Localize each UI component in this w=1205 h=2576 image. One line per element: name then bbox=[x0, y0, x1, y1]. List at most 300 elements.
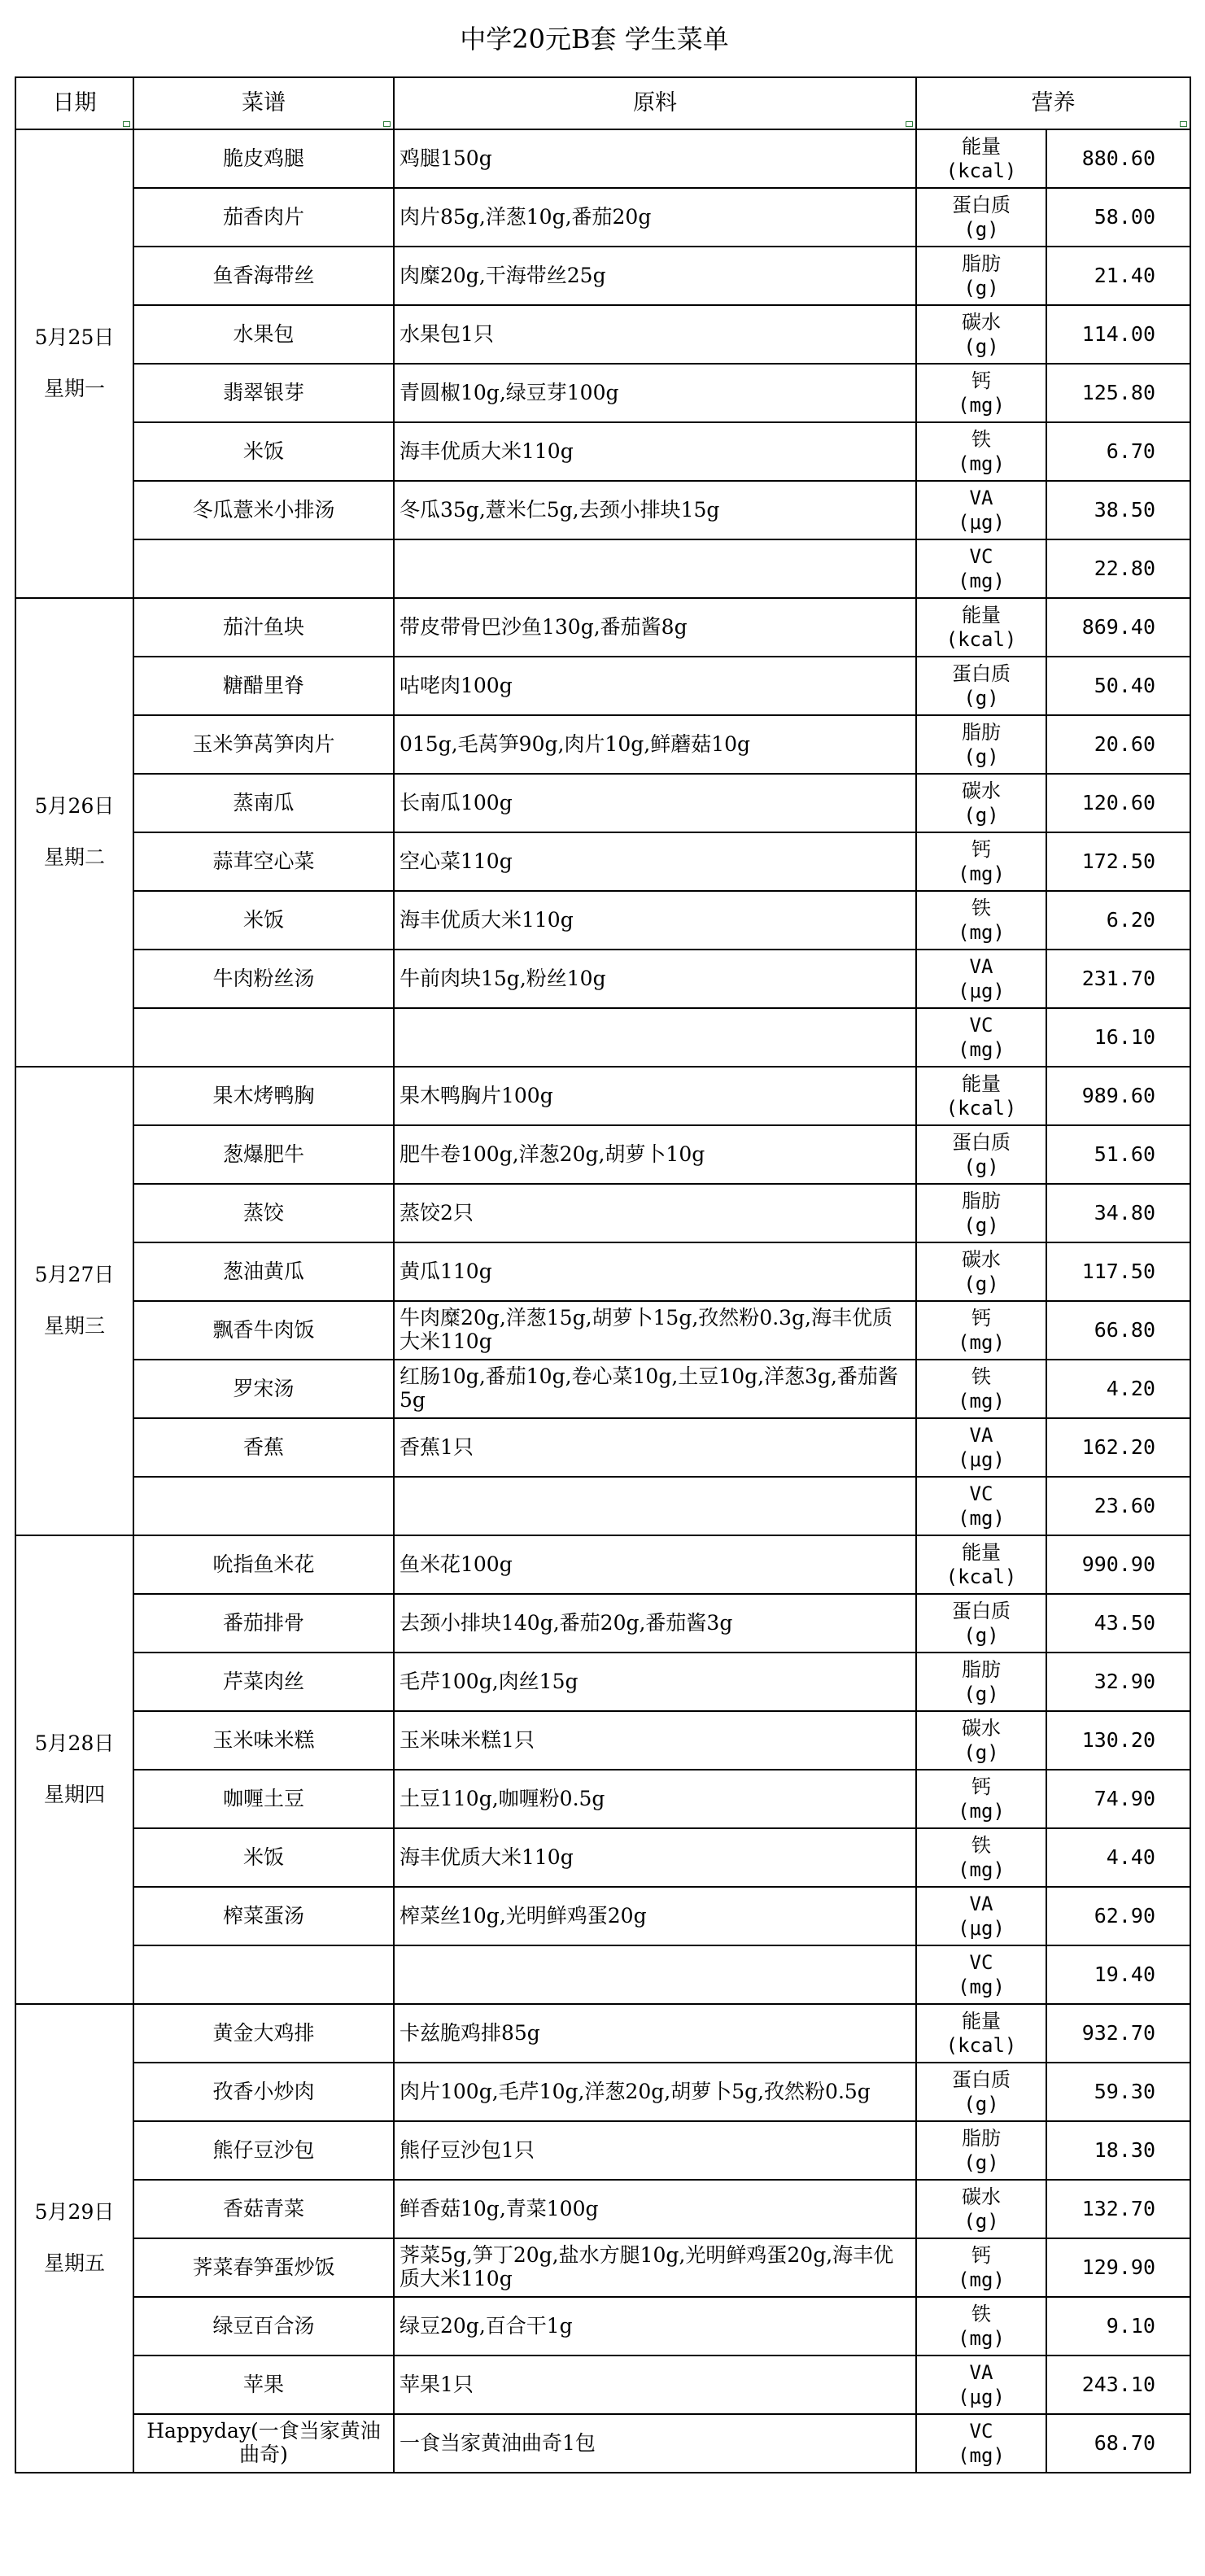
ingredients-cell[interactable]: 榨菜丝10g,光明鲜鸡蛋20g bbox=[394, 1887, 916, 1945]
filter-dropdown-icon[interactable] bbox=[383, 121, 391, 127]
nutrient-value-cell[interactable]: 23.60 bbox=[1046, 1477, 1190, 1535]
nutrient-value-cell[interactable]: 129.90 bbox=[1046, 2238, 1190, 2297]
table-row bbox=[15, 2414, 1190, 2473]
ingredients-cell[interactable]: 冬瓜35g,薏米仁5g,去颈小排块15g bbox=[394, 481, 916, 539]
nutrient-label-cell[interactable] bbox=[916, 1184, 1046, 1242]
ingredients-cell[interactable]: 空心菜110g bbox=[394, 832, 916, 891]
ingredients-cell[interactable]: 果木鸭胸片100g bbox=[394, 1067, 916, 1125]
nutrient-name: 碳水 bbox=[962, 779, 1001, 802]
nutrient-value-cell[interactable]: 16.10 bbox=[1046, 1008, 1190, 1067]
dish-cell[interactable] bbox=[133, 1477, 394, 1535]
nutrient-value-cell[interactable]: 22.80 bbox=[1046, 539, 1190, 598]
nutrient-label-cell[interactable] bbox=[916, 1711, 1046, 1770]
menu-body bbox=[15, 129, 1190, 2473]
dish-cell[interactable]: 蒸饺 bbox=[133, 1184, 394, 1242]
nutrient-label-cell[interactable] bbox=[916, 832, 1046, 891]
filter-dropdown-icon[interactable] bbox=[123, 121, 130, 127]
nutrient-name: 能量 bbox=[962, 1072, 1001, 1095]
ingredients-cell[interactable]: 卡兹脆鸡排85g bbox=[394, 2004, 916, 2063]
nutrient-label-cell[interactable] bbox=[916, 2063, 1046, 2121]
dish-cell[interactable]: 黄金大鸡排 bbox=[133, 2004, 394, 2063]
table-row bbox=[15, 1594, 1190, 1653]
nutrient-name: 脂肪 bbox=[962, 252, 1001, 275]
nutrient-unit: (g) bbox=[963, 1273, 999, 1295]
nutrient-name: VA bbox=[969, 2361, 993, 2384]
ingredients-cell[interactable]: 黄瓜110g bbox=[394, 1242, 916, 1301]
nutrient-unit: (g) bbox=[963, 804, 999, 827]
nutrient-name: 钙 bbox=[971, 1775, 991, 1798]
nutrient-label-cell[interactable] bbox=[916, 247, 1046, 305]
ingredients-cell[interactable]: 鸡腿150g bbox=[394, 129, 916, 188]
table-row bbox=[15, 1184, 1190, 1242]
nutrient-name: 铁 bbox=[971, 1834, 991, 1857]
nutrient-value-cell[interactable]: 231.70 bbox=[1046, 950, 1190, 1008]
header-dish-label: 菜谱 bbox=[242, 90, 286, 116]
nutrient-label-cell[interactable] bbox=[916, 129, 1046, 188]
ingredients-cell[interactable] bbox=[394, 1477, 916, 1535]
header-date[interactable] bbox=[15, 77, 133, 129]
dish-cell[interactable]: 熊仔豆沙包 bbox=[133, 2121, 394, 2180]
dish-cell[interactable]: 葱油黄瓜 bbox=[133, 1242, 394, 1301]
nutrient-unit: (g) bbox=[963, 2093, 999, 2115]
nutrient-unit: (kcal) bbox=[945, 2034, 1017, 2057]
ingredients-cell[interactable]: 015g,毛莴笋90g,肉片10g,鲜蘑菇10g bbox=[394, 715, 916, 774]
dish-cell[interactable]: 榨菜蛋汤 bbox=[133, 1887, 394, 1945]
table-row bbox=[15, 774, 1190, 832]
ingredients-cell[interactable]: 蒸饺2只 bbox=[394, 1184, 916, 1242]
nutrient-value-cell[interactable]: 990.90 bbox=[1046, 1535, 1190, 1594]
nutrient-value-cell[interactable]: 9.10 bbox=[1046, 2297, 1190, 2356]
table-row bbox=[15, 129, 1190, 188]
dish-cell[interactable] bbox=[133, 539, 394, 598]
weekday-label: 星期三 bbox=[43, 1314, 105, 1338]
nutrient-value-cell[interactable]: 68.70 bbox=[1046, 2414, 1190, 2473]
nutrient-name: VA bbox=[969, 1893, 993, 1915]
nutrient-value-cell[interactable]: 18.30 bbox=[1046, 2121, 1190, 2180]
dish-cell[interactable]: 番茄排骨 bbox=[133, 1594, 394, 1653]
nutrient-label-cell[interactable] bbox=[916, 1418, 1046, 1477]
nutrient-value-cell[interactable]: 51.60 bbox=[1046, 1125, 1190, 1184]
weekday-label: 星期四 bbox=[43, 1783, 105, 1806]
ingredients-cell[interactable] bbox=[394, 1008, 916, 1067]
weekday-label: 星期五 bbox=[43, 2251, 105, 2275]
nutrient-value-cell[interactable]: 50.40 bbox=[1046, 657, 1190, 715]
nutrient-unit: (μg) bbox=[958, 511, 1005, 534]
header-ingredients[interactable] bbox=[394, 77, 916, 129]
nutrient-label-cell[interactable] bbox=[916, 1653, 1046, 1711]
dish-cell[interactable]: 蒸南瓜 bbox=[133, 774, 394, 832]
nutrient-name: 钙 bbox=[971, 2244, 991, 2267]
nutrient-label-cell[interactable] bbox=[916, 1770, 1046, 1828]
nutrient-value-cell[interactable]: 4.20 bbox=[1046, 1360, 1190, 1418]
nutrient-value-cell[interactable]: 34.80 bbox=[1046, 1184, 1190, 1242]
nutrient-label-cell[interactable] bbox=[916, 2121, 1046, 2180]
nutrient-label-cell[interactable] bbox=[916, 598, 1046, 657]
header-ingredients-label: 原料 bbox=[633, 90, 677, 116]
dish-cell[interactable]: 糖醋里脊 bbox=[133, 657, 394, 715]
table-row bbox=[15, 2238, 1190, 2297]
nutrient-value-cell[interactable]: 172.50 bbox=[1046, 832, 1190, 891]
dish-cell[interactable]: 冬瓜薏米小排汤 bbox=[133, 481, 394, 539]
nutrient-unit: (μg) bbox=[958, 2386, 1005, 2408]
nutrient-value-cell[interactable]: 20.60 bbox=[1046, 715, 1190, 774]
nutrient-label-cell[interactable] bbox=[916, 539, 1046, 598]
ingredients-cell[interactable]: 肉片85g,洋葱10g,番茄20g bbox=[394, 188, 916, 247]
table-row bbox=[15, 2356, 1190, 2414]
nutrient-unit: (g) bbox=[963, 2210, 999, 2233]
nutrient-label-cell[interactable] bbox=[916, 2004, 1046, 2063]
nutrient-value-cell[interactable]: 132.70 bbox=[1046, 2180, 1190, 2238]
nutrient-unit: (kcal) bbox=[945, 159, 1017, 182]
dish-cell[interactable]: 水果包 bbox=[133, 305, 394, 364]
nutrient-label-cell[interactable] bbox=[916, 891, 1046, 950]
dish-cell[interactable]: 香蕉 bbox=[133, 1418, 394, 1477]
nutrient-name: VA bbox=[969, 1424, 993, 1447]
nutrient-unit: (μg) bbox=[958, 1917, 1005, 1940]
nutrient-name: VC bbox=[969, 1482, 993, 1505]
nutrient-value-cell[interactable]: 162.20 bbox=[1046, 1418, 1190, 1477]
nutrient-name: 脂肪 bbox=[962, 1190, 1001, 1212]
nutrient-name: 蛋白质 bbox=[952, 1600, 1011, 1622]
nutrient-name: 脂肪 bbox=[962, 721, 1001, 744]
ingredients-cell[interactable]: 海丰优质大米110g bbox=[394, 891, 916, 950]
nutrient-name: 能量 bbox=[962, 2010, 1001, 2032]
nutrient-unit: (μg) bbox=[958, 980, 1005, 1002]
nutrient-value-cell[interactable]: 869.40 bbox=[1046, 598, 1190, 657]
ingredients-cell[interactable]: 海丰优质大米110g bbox=[394, 422, 916, 481]
nutrient-unit: (mg) bbox=[958, 1038, 1005, 1061]
dish-cell[interactable]: 牛肉粉丝汤 bbox=[133, 950, 394, 1008]
nutrient-label-cell[interactable] bbox=[916, 1125, 1046, 1184]
table-row bbox=[15, 364, 1190, 422]
date-cell[interactable] bbox=[15, 129, 133, 598]
nutrient-unit: (kcal) bbox=[945, 1565, 1017, 1588]
nutrient-value-cell[interactable]: 19.40 bbox=[1046, 1945, 1190, 2004]
nutrient-unit: (mg) bbox=[958, 1390, 1005, 1412]
nutrient-name: 铁 bbox=[971, 428, 991, 451]
nutrient-label-cell[interactable] bbox=[916, 1067, 1046, 1125]
nutrient-label-cell[interactable] bbox=[916, 422, 1046, 481]
nutrient-unit: (g) bbox=[963, 277, 999, 299]
menu-title: 中学20元B套 学生菜单 bbox=[460, 24, 729, 55]
ingredients-cell[interactable]: 去颈小排块140g,番茄20g,番茄酱3g bbox=[394, 1594, 916, 1653]
ingredients-cell[interactable]: 海丰优质大米110g bbox=[394, 1828, 916, 1887]
date-label: 5月26日 bbox=[34, 794, 115, 819]
table-row bbox=[15, 1653, 1190, 1711]
nutrient-label-cell[interactable] bbox=[916, 1535, 1046, 1594]
table-row bbox=[15, 598, 1190, 657]
table-row bbox=[15, 1301, 1190, 1360]
nutrient-label-cell[interactable] bbox=[916, 1301, 1046, 1360]
nutrient-label-cell[interactable] bbox=[916, 715, 1046, 774]
nutrient-value-cell[interactable]: 932.70 bbox=[1046, 2004, 1190, 2063]
table-row bbox=[15, 950, 1190, 1008]
nutrient-label-cell[interactable] bbox=[916, 2297, 1046, 2356]
nutrient-name: VC bbox=[969, 1014, 993, 1037]
nutrient-value-cell[interactable]: 59.30 bbox=[1046, 2063, 1190, 2121]
dish-cell[interactable]: 绿豆百合汤 bbox=[133, 2297, 394, 2356]
nutrient-name: VC bbox=[969, 1951, 993, 1974]
nutrient-name: VA bbox=[969, 487, 993, 509]
ingredients-cell[interactable]: 水果包1只 bbox=[394, 305, 916, 364]
nutrient-value-cell[interactable]: 117.50 bbox=[1046, 1242, 1190, 1301]
nutrient-label-cell[interactable] bbox=[916, 774, 1046, 832]
dish-cell[interactable]: 鱼香海带丝 bbox=[133, 247, 394, 305]
header-nutrition-label: 营养 bbox=[1031, 90, 1076, 116]
nutrient-name: 碳水 bbox=[962, 311, 1001, 334]
nutrient-value-cell[interactable]: 6.70 bbox=[1046, 422, 1190, 481]
ingredients-cell[interactable]: 青圆椒10g,绿豆芽100g bbox=[394, 364, 916, 422]
nutrient-unit: (mg) bbox=[958, 921, 1005, 944]
nutrient-unit: (kcal) bbox=[945, 628, 1017, 651]
dish-cell[interactable]: 米饭 bbox=[133, 422, 394, 481]
nutrient-name: 脂肪 bbox=[962, 1658, 1001, 1681]
nutrient-unit: (g) bbox=[963, 1214, 999, 1237]
nutrient-name: 蛋白质 bbox=[952, 194, 1011, 216]
nutrient-label-cell[interactable] bbox=[916, 364, 1046, 422]
ingredients-cell[interactable]: 长南瓜100g bbox=[394, 774, 916, 832]
nutrient-name: 铁 bbox=[971, 2303, 991, 2325]
nutrient-label-cell[interactable] bbox=[916, 2414, 1046, 2473]
ingredients-cell[interactable]: 咕咾肉100g bbox=[394, 657, 916, 715]
nutrient-label-cell[interactable] bbox=[916, 657, 1046, 715]
table-row bbox=[15, 247, 1190, 305]
nutrient-name: 能量 bbox=[962, 604, 1001, 627]
nutrient-value-cell[interactable]: 125.80 bbox=[1046, 364, 1190, 422]
table-row bbox=[15, 2297, 1190, 2356]
nutrient-unit: (mg) bbox=[958, 1858, 1005, 1881]
menu-table bbox=[15, 76, 1191, 2473]
nutrient-value-cell[interactable]: 989.60 bbox=[1046, 1067, 1190, 1125]
nutrient-value-cell[interactable]: 880.60 bbox=[1046, 129, 1190, 188]
dish-cell[interactable]: 吮指鱼米花 bbox=[133, 1535, 394, 1594]
date-cell[interactable] bbox=[15, 1067, 133, 1535]
header-nutrition[interactable] bbox=[916, 77, 1190, 129]
nutrient-unit: (mg) bbox=[958, 1976, 1005, 1998]
ingredients-cell[interactable]: 牛肉糜20g,洋葱15g,胡萝卜15g,孜然粉0.3g,海丰优质大米110g bbox=[394, 1301, 916, 1360]
table-row bbox=[15, 1477, 1190, 1535]
dish-cell[interactable]: 孜香小炒肉 bbox=[133, 2063, 394, 2121]
nutrient-name: 碳水 bbox=[962, 2185, 1001, 2208]
dish-cell[interactable]: 芹菜肉丝 bbox=[133, 1653, 394, 1711]
nutrient-label-cell[interactable] bbox=[916, 1828, 1046, 1887]
nutrient-name: 钙 bbox=[971, 1307, 991, 1329]
nutrient-value-cell[interactable]: 4.40 bbox=[1046, 1828, 1190, 1887]
nutrient-unit: (mg) bbox=[958, 2268, 1005, 2291]
dish-cell[interactable] bbox=[133, 1945, 394, 2004]
nutrient-value-cell[interactable]: 74.90 bbox=[1046, 1770, 1190, 1828]
table-row bbox=[15, 1711, 1190, 1770]
dish-cell[interactable]: 咖喱土豆 bbox=[133, 1770, 394, 1828]
dish-cell[interactable]: 茄汁鱼块 bbox=[133, 598, 394, 657]
table-row bbox=[15, 422, 1190, 481]
nutrient-value-cell[interactable]: 38.50 bbox=[1046, 481, 1190, 539]
table-row bbox=[15, 1945, 1190, 2004]
dish-cell[interactable]: 玉米味米糕 bbox=[133, 1711, 394, 1770]
nutrient-label-cell[interactable] bbox=[916, 1360, 1046, 1418]
table-row bbox=[15, 539, 1190, 598]
ingredients-cell[interactable]: 带皮带骨巴沙鱼130g,番茄酱8g bbox=[394, 598, 916, 657]
page-title bbox=[0, 0, 1205, 75]
dish-cell[interactable]: 米饭 bbox=[133, 1828, 394, 1887]
ingredients-cell[interactable]: 毛芹100g,肉丝15g bbox=[394, 1653, 916, 1711]
ingredients-cell[interactable]: 肥牛卷100g,洋葱20g,胡萝卜10g bbox=[394, 1125, 916, 1184]
table-row bbox=[15, 1360, 1190, 1418]
nutrient-unit: (mg) bbox=[958, 2444, 1005, 2467]
nutrient-value-cell[interactable]: 43.50 bbox=[1046, 1594, 1190, 1653]
ingredients-cell[interactable]: 一食当家黄油曲奇1包 bbox=[394, 2414, 916, 2473]
date-label: 5月27日 bbox=[34, 1263, 115, 1287]
ingredients-cell[interactable]: 鲜香菇10g,青菜100g bbox=[394, 2180, 916, 2238]
nutrient-value-cell[interactable]: 243.10 bbox=[1046, 2356, 1190, 2414]
table-row bbox=[15, 1008, 1190, 1067]
nutrient-value-cell[interactable]: 58.00 bbox=[1046, 188, 1190, 247]
nutrient-name: 脂肪 bbox=[962, 2127, 1001, 2150]
dish-cell[interactable] bbox=[133, 1008, 394, 1067]
nutrient-value-cell[interactable]: 32.90 bbox=[1046, 1653, 1190, 1711]
table-row bbox=[15, 1828, 1190, 1887]
nutrient-name: 碳水 bbox=[962, 1248, 1001, 1271]
header-date-label: 日期 bbox=[52, 90, 97, 116]
nutrient-value-cell[interactable]: 114.00 bbox=[1046, 305, 1190, 364]
nutrient-unit: (mg) bbox=[958, 1507, 1005, 1530]
nutrient-unit: (mg) bbox=[958, 1331, 1005, 1354]
ingredients-cell[interactable]: 熊仔豆沙包1只 bbox=[394, 2121, 916, 2180]
ingredients-cell[interactable]: 香蕉1只 bbox=[394, 1418, 916, 1477]
nutrient-label-cell[interactable] bbox=[916, 2356, 1046, 2414]
nutrient-value-cell[interactable]: 6.20 bbox=[1046, 891, 1190, 950]
table-row bbox=[15, 2121, 1190, 2180]
nutrient-name: 蛋白质 bbox=[952, 1131, 1011, 1154]
nutrient-value-cell[interactable]: 62.90 bbox=[1046, 1887, 1190, 1945]
dish-cell[interactable]: 茄香肉片 bbox=[133, 188, 394, 247]
nutrient-name: 蛋白质 bbox=[952, 2068, 1011, 2091]
nutrient-name: VC bbox=[969, 2420, 993, 2443]
table-row bbox=[15, 891, 1190, 950]
date-cell[interactable] bbox=[15, 598, 133, 1067]
ingredients-cell[interactable]: 牛前肉块15g,粉丝10g bbox=[394, 950, 916, 1008]
table-row bbox=[15, 305, 1190, 364]
ingredients-cell[interactable]: 土豆110g,咖喱粉0.5g bbox=[394, 1770, 916, 1828]
nutrient-value-cell[interactable]: 66.80 bbox=[1046, 1301, 1190, 1360]
dish-cell[interactable]: 蒜茸空心菜 bbox=[133, 832, 394, 891]
nutrient-label-cell[interactable] bbox=[916, 2238, 1046, 2297]
table-row bbox=[15, 1770, 1190, 1828]
table-row bbox=[15, 2180, 1190, 2238]
filter-dropdown-icon[interactable] bbox=[906, 121, 913, 127]
nutrient-label-cell[interactable] bbox=[916, 188, 1046, 247]
nutrient-unit: (mg) bbox=[958, 452, 1005, 475]
weekday-label: 星期二 bbox=[43, 845, 105, 869]
ingredients-cell[interactable]: 肉糜20g,干海带丝25g bbox=[394, 247, 916, 305]
nutrient-label-cell[interactable] bbox=[916, 1887, 1046, 1945]
dish-cell[interactable]: 荠菜春笋蛋炒饭 bbox=[133, 2238, 394, 2297]
dish-cell[interactable]: 飘香牛肉饭 bbox=[133, 1301, 394, 1360]
nutrient-name: 碳水 bbox=[962, 1717, 1001, 1740]
dish-cell[interactable]: 米饭 bbox=[133, 891, 394, 950]
dish-cell[interactable]: 罗宋汤 bbox=[133, 1360, 394, 1418]
nutrient-name: 蛋白质 bbox=[952, 662, 1011, 685]
table-row bbox=[15, 832, 1190, 891]
ingredients-cell[interactable]: 苹果1只 bbox=[394, 2356, 916, 2414]
nutrient-label-cell[interactable] bbox=[916, 950, 1046, 1008]
nutrient-value-cell[interactable]: 130.20 bbox=[1046, 1711, 1190, 1770]
weekday-label: 星期一 bbox=[43, 377, 105, 400]
dish-cell[interactable]: 玉米笋莴笋肉片 bbox=[133, 715, 394, 774]
table-row bbox=[15, 1887, 1190, 1945]
nutrient-name: 钙 bbox=[971, 369, 991, 392]
nutrient-label-cell[interactable] bbox=[916, 1008, 1046, 1067]
header-row bbox=[15, 77, 1190, 129]
dish-cell[interactable]: 葱爆肥牛 bbox=[133, 1125, 394, 1184]
nutrient-value-cell[interactable]: 21.40 bbox=[1046, 247, 1190, 305]
nutrient-name: 铁 bbox=[971, 897, 991, 919]
nutrient-unit: (mg) bbox=[958, 2327, 1005, 2350]
table-row bbox=[15, 1418, 1190, 1477]
dish-cell[interactable]: 苹果 bbox=[133, 2356, 394, 2414]
header-dish[interactable] bbox=[133, 77, 394, 129]
nutrient-unit: (kcal) bbox=[945, 1097, 1017, 1120]
nutrient-unit: (g) bbox=[963, 218, 999, 241]
ingredients-cell[interactable] bbox=[394, 539, 916, 598]
nutrient-unit: (g) bbox=[963, 687, 999, 709]
nutrient-name: VA bbox=[969, 955, 993, 978]
nutrient-unit: (g) bbox=[963, 1624, 999, 1647]
dish-cell[interactable]: 果木烤鸭胸 bbox=[133, 1067, 394, 1125]
nutrient-name: 铁 bbox=[971, 1365, 991, 1388]
ingredients-cell[interactable]: 鱼米花100g bbox=[394, 1535, 916, 1594]
table-row bbox=[15, 1535, 1190, 1594]
date-cell[interactable] bbox=[15, 1535, 133, 2004]
nutrient-unit: (mg) bbox=[958, 1800, 1005, 1823]
nutrient-label-cell[interactable] bbox=[916, 305, 1046, 364]
table-row bbox=[15, 657, 1190, 715]
nutrient-value-cell[interactable]: 120.60 bbox=[1046, 774, 1190, 832]
ingredients-cell[interactable]: 绿豆20g,百合干1g bbox=[394, 2297, 916, 2356]
nutrient-label-cell[interactable] bbox=[916, 481, 1046, 539]
ingredients-cell[interactable] bbox=[394, 1945, 916, 2004]
dish-cell[interactable]: 脆皮鸡腿 bbox=[133, 129, 394, 188]
nutrient-unit: (g) bbox=[963, 335, 999, 358]
date-label: 5月25日 bbox=[34, 325, 115, 350]
ingredients-cell[interactable]: 肉片100g,毛芹10g,洋葱20g,胡萝卜5g,孜然粉0.5g bbox=[394, 2063, 916, 2121]
date-cell[interactable] bbox=[15, 2004, 133, 2473]
nutrient-unit: (g) bbox=[963, 1683, 999, 1705]
table-row bbox=[15, 715, 1190, 774]
filter-dropdown-icon[interactable] bbox=[1180, 121, 1187, 127]
nutrient-name: VC bbox=[969, 545, 993, 568]
ingredients-cell[interactable]: 玉米味米糕1只 bbox=[394, 1711, 916, 1770]
ingredients-cell[interactable]: 荠菜5g,笋丁20g,盐水方腿10g,光明鲜鸡蛋20g,海丰优质大米110g bbox=[394, 2238, 916, 2297]
table-row bbox=[15, 2004, 1190, 2063]
nutrient-unit: (mg) bbox=[958, 862, 1005, 885]
table-row bbox=[15, 1067, 1190, 1125]
dish-cell[interactable]: 翡翠银芽 bbox=[133, 364, 394, 422]
nutrient-label-cell[interactable] bbox=[916, 1594, 1046, 1653]
nutrient-unit: (g) bbox=[963, 2151, 999, 2174]
nutrient-label-cell[interactable] bbox=[916, 1477, 1046, 1535]
nutrient-label-cell[interactable] bbox=[916, 1945, 1046, 2004]
dish-cell[interactable]: 香菇青菜 bbox=[133, 2180, 394, 2238]
nutrient-label-cell[interactable] bbox=[916, 2180, 1046, 2238]
nutrient-name: 钙 bbox=[971, 838, 991, 861]
ingredients-cell[interactable]: 红肠10g,番茄10g,卷心菜10g,土豆10g,洋葱3g,番茄酱5g bbox=[394, 1360, 916, 1418]
nutrient-label-cell[interactable] bbox=[916, 1242, 1046, 1301]
nutrient-unit: (mg) bbox=[958, 570, 1005, 592]
dish-cell[interactable]: Happyday(一食当家黄油曲奇) bbox=[133, 2414, 394, 2473]
table-row bbox=[15, 1125, 1190, 1184]
nutrient-unit: (g) bbox=[963, 745, 999, 768]
